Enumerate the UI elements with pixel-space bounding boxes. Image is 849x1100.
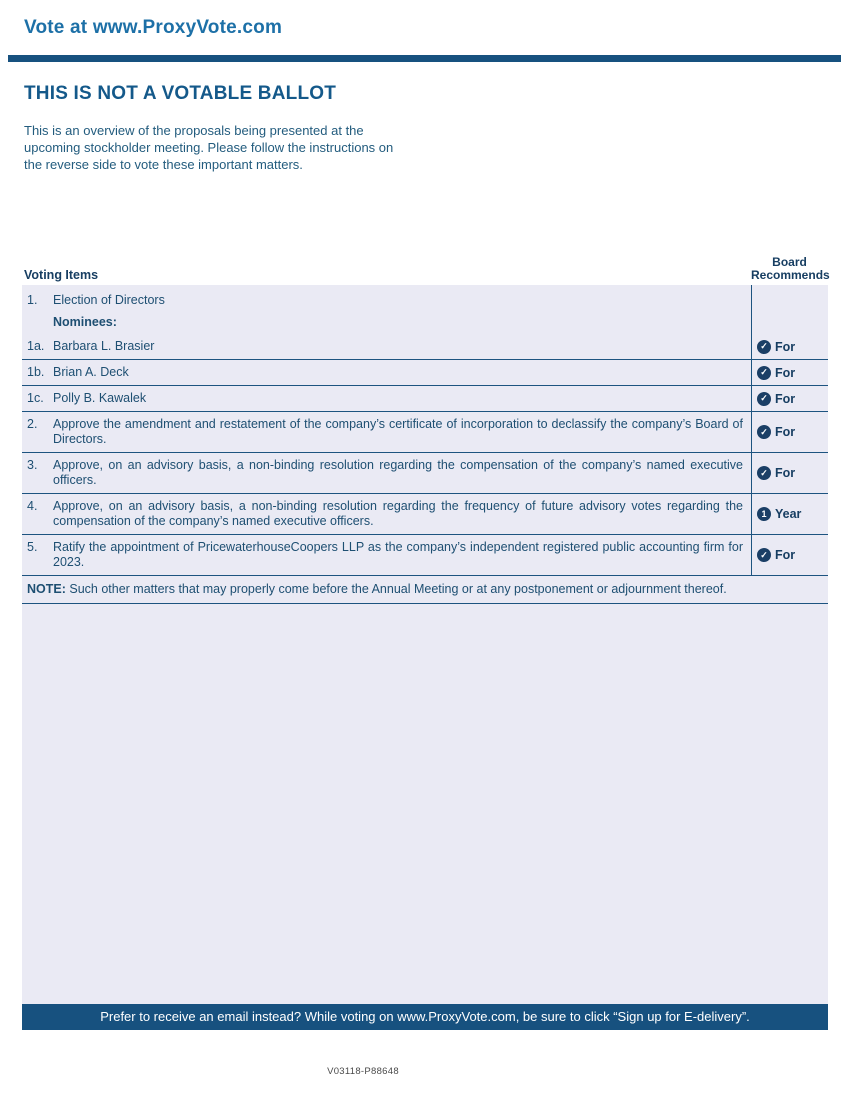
table-header-row [22,256,828,285]
item-number: 1c. [27,391,44,405]
board-recommends-column-header: Board Recommends [751,255,830,282]
check-circle-icon: ✓ [757,340,771,354]
check-circle-icon: ✓ [757,466,771,480]
item-number: 3. [27,458,38,472]
intro-line: upcoming stockholder meeting. Please follow the instructions on [24,140,394,155]
proposal-text: Ratify the appointment of PricewaterhouseCoopers LLP as the company’s independent registered public accounting firm for 2023. [53,540,743,569]
item-number: 4. [27,499,38,513]
check-circle-icon: ✓ [757,548,771,562]
table-row [22,535,828,576]
recommendation-label: For [775,548,796,562]
document-code: V03118-P88648 [327,1066,399,1077]
table-row [22,494,828,535]
recommendation-label: For [775,425,796,439]
check-circle-icon: ✓ [757,366,771,380]
table-row [22,386,828,412]
table-row [22,285,828,334]
item-number: 1. [27,293,38,307]
recommendation-label: For [775,339,796,354]
table-row [22,334,828,360]
intro-line: the reverse side to vote these important matters. [24,157,303,172]
recommendation-cell [751,360,828,385]
item-number: 1a. [27,339,45,353]
recommendation-label: For [775,365,796,380]
table-row [22,360,828,386]
nominee-name: Brian A. Deck [53,365,129,379]
proposal-text: Approve, on an advisory basis, a non-binding resolution regarding the compensation of the company’s named executive officers. [53,458,743,487]
proposal-text: Approve the amendment and restatement of the company’s certificate of incorporation to declassify the company’s Board of Directors. [53,417,743,446]
note-row [22,576,828,604]
recommendation-label: For [775,391,796,406]
recommendation-cell [751,494,828,534]
recommendation-cell [751,535,828,575]
table-row [22,412,828,453]
item-number: 1b. [27,365,45,379]
note-text: Such other matters that may properly come before the Annual Meeting or at any postponement or adjournment thereof. [65,582,727,596]
header-rule-bar [8,55,841,62]
recommendation-label: For [775,466,796,480]
recommendation-cell [751,412,828,452]
recommendation-cell [751,285,828,334]
vote-url-heading: Vote at www.ProxyVote.com [24,17,283,38]
edelivery-banner: Prefer to receive an email instead? While voting on www.ProxyVote.com, be sure to click “Sign up for E-delivery”. [22,1004,828,1030]
item-text: Election of Directors [53,293,165,307]
note-label: NOTE: [27,582,66,596]
proposal-text: Approve, on an advisory basis, a non-binding resolution regarding the frequency of future advisory votes regarding the compensation of the company’s named executive officers. [53,499,743,528]
page-title: THIS IS NOT A VOTABLE BALLOT [24,83,337,104]
nominee-name: Barbara L. Brasier [53,339,155,353]
nominee-name: Polly B. Kawalek [53,391,147,405]
empty-table-area [22,604,828,1004]
item-number: 5. [27,540,38,554]
nominees-label: Nominees: [53,315,117,329]
item-number: 2. [27,417,38,431]
table-body [22,285,828,1004]
recommendation-cell [751,453,828,493]
recommendation-cell [751,386,828,411]
intro-paragraph [24,122,393,173]
voting-items-column-header: Voting Items [24,268,99,282]
check-circle-icon: ✓ [757,425,771,439]
intro-line: This is an overview of the proposals being presented at the [24,123,364,138]
recommendation-label: Year [775,507,802,521]
check-circle-icon: ✓ [757,392,771,406]
voting-items-table [22,256,828,1004]
one-circle-icon: 1 [757,507,771,521]
recommendation-cell [751,334,828,359]
table-row [22,453,828,494]
